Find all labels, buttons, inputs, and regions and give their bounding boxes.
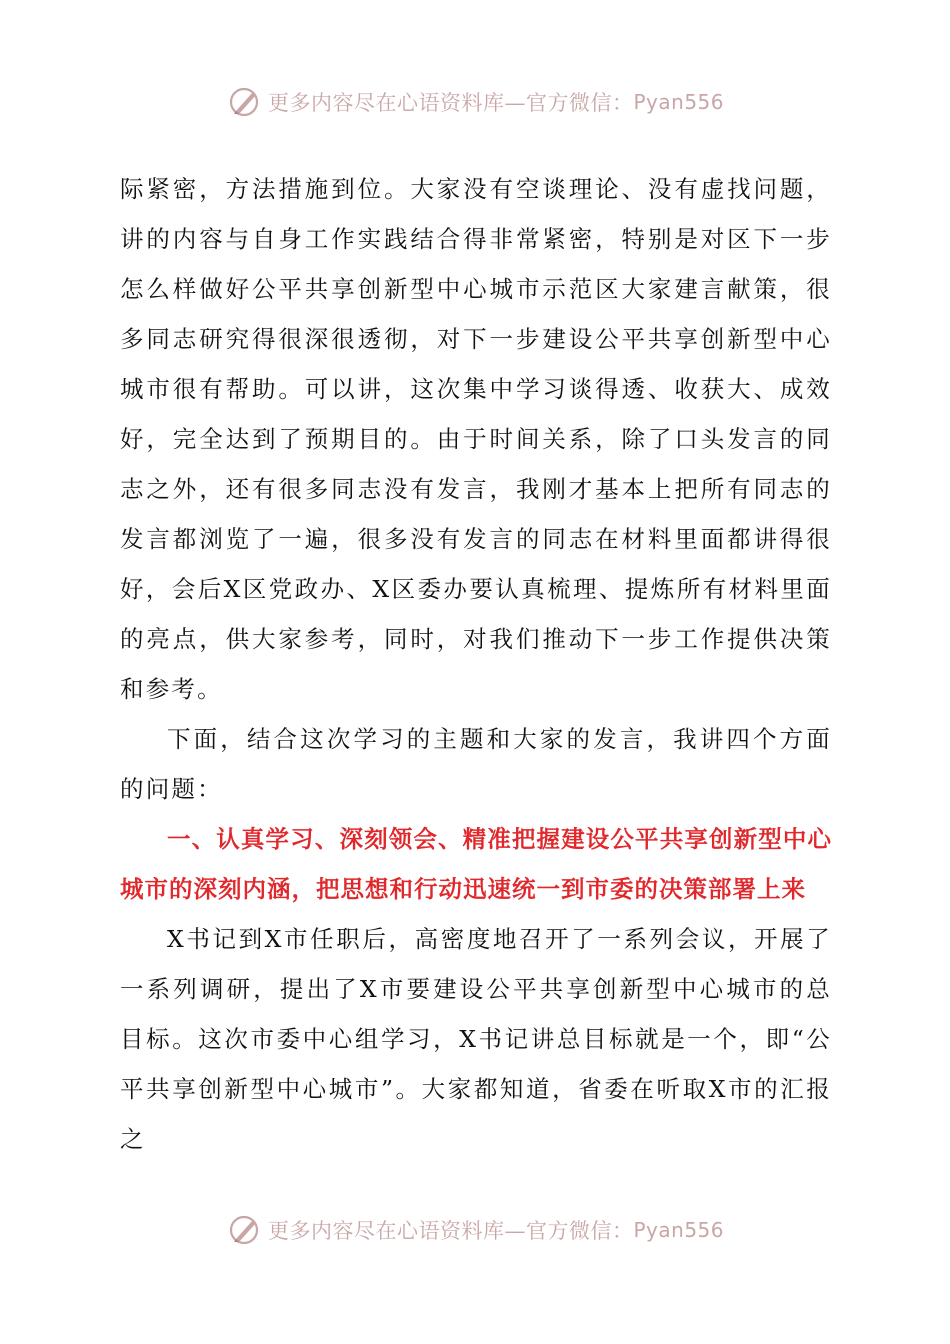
watermark-text: 更多内容尽在心语资料库—官方微信：: [267, 1219, 634, 1243]
section-heading-1: 一、认真学习、深刻领会、精准把握建设公平共享创新型中心城市的深刻内涵，把思想和行动迅速统一到市委的决策部署上来: [120, 825, 832, 903]
watermark-header: [0, 80, 950, 124]
watermark-wechat-id: Pyan556: [633, 1218, 724, 1242]
document-body: [120, 164, 832, 1164]
watermark-footer: [0, 1208, 950, 1252]
pen-circle-logo-icon: [226, 84, 262, 120]
pen-circle-logo-icon: [226, 1212, 262, 1248]
paragraph-3: X书记到X市任职后，高密度地召开了一系列会议，开展了一系列调研，提出了X市要建设公平共享创新型中心城市的总目标。这次市委中心组学习，X书记讲总目标就是一个，即“公平共享创新型中心城市”。大家都知道，省委在听取X市的汇报之: [120, 925, 832, 1153]
paragraph-2: 下面，结合这次学习的主题和大家的发言，我讲四个方面的问题：: [120, 725, 832, 803]
watermark-text: 更多内容尽在心语资料库—官方微信：: [267, 91, 634, 115]
watermark-wechat-id: Pyan556: [633, 90, 724, 114]
paragraph-1: 际紧密，方法措施到位。大家没有空谈理论、没有虚找问题，讲的内容与自身工作实践结合得非常紧密，特别是对区下一步怎么样做好公平共享创新型中心城市示范区大家建言献策，很多同志研究得很深很透彻，对下一步建设公平共享创新型中心城市很有帮助。可以讲，这次集中学习谈得透、收获大、成效好，完全达到了预期目的。由于时间关系，除了口头发言的同志之外，还有很多同志没有发言，我刚才基本上把所有同志的发言都浏览了一遍，很多没有发言的同志在材料里面都讲得很好，会后X区党政办、X区委办要认真梳理、提炼所有材料里面的亮点，供大家参考，同时，对我们推动下一步工作提供决策和参考。: [120, 175, 832, 703]
